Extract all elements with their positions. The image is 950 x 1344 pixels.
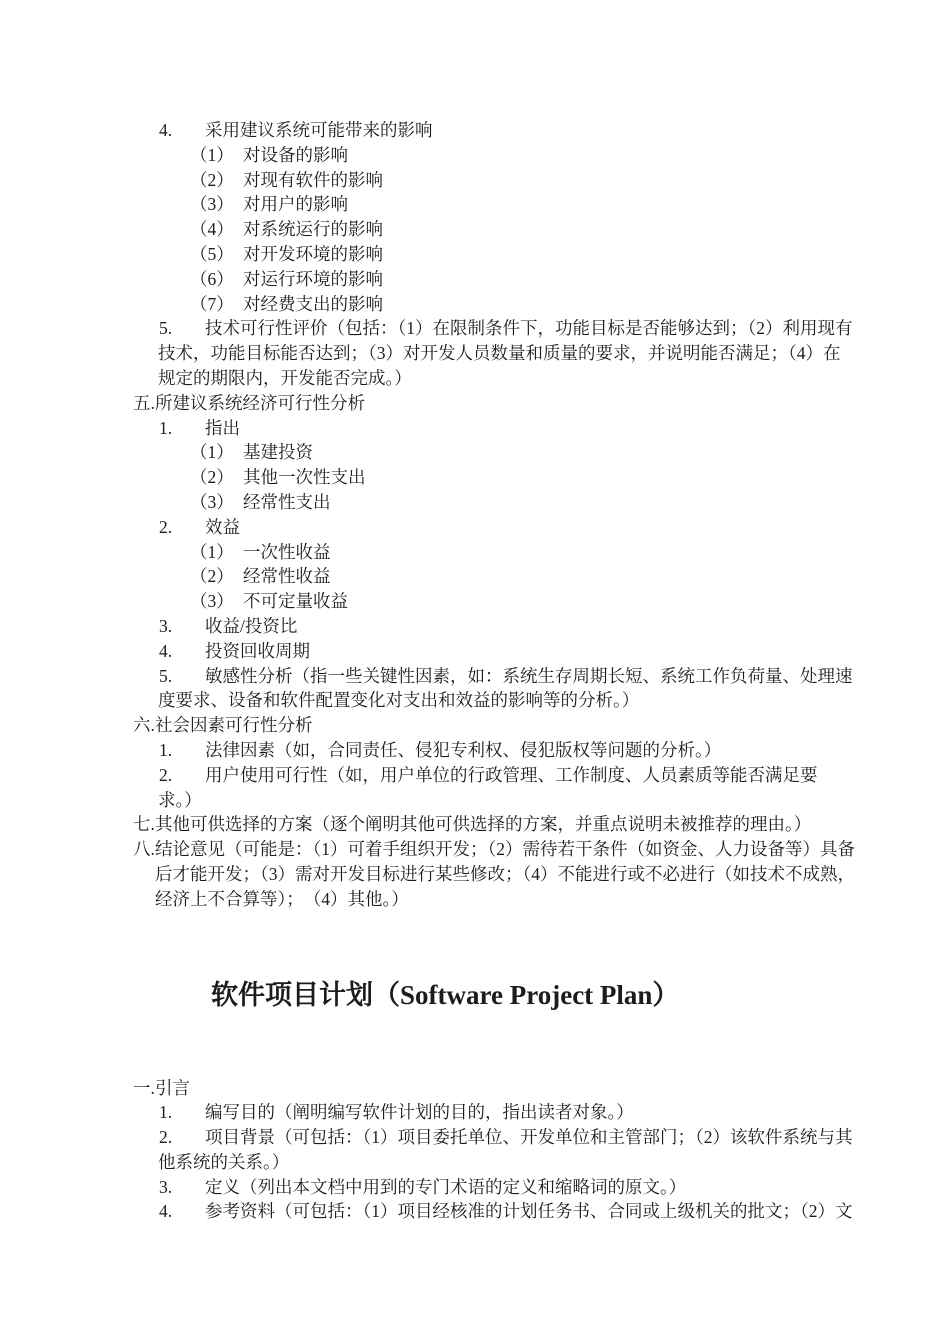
line-text: 社会因素可行性分析 [155,715,313,736]
document-line [0,515,950,540]
list-marker: 4. [159,1201,173,1222]
document-line [0,168,950,193]
line-text: 收益/投资比 [205,615,298,636]
document-line [0,862,950,887]
line-text: 基建投资 [243,442,313,463]
list-marker: （7） [190,293,234,314]
document-line [0,316,950,341]
line-text: 一次性收益 [243,541,331,562]
document-line [0,192,950,217]
line-text: 采用建议系统可能带来的影响 [205,120,433,140]
list-marker: （1） [190,144,234,165]
document-line [0,887,950,912]
line-text: 用户使用可行性（如，用户单位的行政管理、工作制度、人员素质等能否满足要 [205,764,818,785]
list-marker: 七. [133,814,155,835]
document-line [0,440,950,465]
document-line [0,391,950,416]
line-text: 对开发环境的影响 [243,243,383,264]
document-line [0,713,950,738]
list-marker: 1. [159,739,173,760]
line-text: 其他一次性支出 [243,467,366,488]
document-line [0,788,950,813]
list-marker: 五. [133,392,155,413]
list-marker: 六. [133,715,155,736]
document-line [0,688,950,713]
list-marker: 3. [159,615,173,636]
document-line [0,837,950,862]
list-marker: （2） [190,169,234,190]
list-marker: （3） [190,491,234,512]
line-text: 经常性支出 [243,491,331,512]
document-line [0,242,950,267]
document-line [0,1150,950,1175]
list-marker: （1） [190,541,234,562]
list-marker: （6） [190,268,234,289]
line-text: 求。） [158,789,202,810]
line-text: 他系统的关系。） [158,1151,290,1172]
line-text: 后才能开发；（3）需对开发目标进行某些修改；（4）不能进行或不必进行（如技术不成熟， [155,863,855,884]
list-marker: 2. [159,1127,173,1148]
list-marker: 1. [159,1102,173,1123]
document-line [0,664,950,689]
document-line [0,465,950,490]
line-text: 结论意见（可能是：（1）可着手组织开发；（2）需待若干条件（如资金、人力设备等）具备 [155,839,855,860]
project-plan-outline [0,1076,950,1225]
line-text: 度要求、设备和软件配置变化对支出和效益的影响等的分析。） [158,690,640,711]
list-marker: （3） [190,194,234,215]
line-text: 法律因素（如，合同责任、侵犯专利权、侵犯版权等问题的分析。） [205,739,722,760]
line-text: 经常性收益 [243,566,331,587]
document-line [0,1100,950,1125]
line-text: 编写目的（阐明编写软件计划的目的，指出读者对象。） [205,1102,634,1123]
section-title: 软件项目计划（Software Project Plan） [211,979,680,1010]
document-line [0,540,950,565]
document-line [0,1175,950,1200]
document-line [0,1076,950,1101]
document-line [0,292,950,317]
line-text: 对运行环境的影响 [243,268,383,289]
document-line [0,589,950,614]
line-text: 定义（列出本文档中用到的专门术语的定义和缩略词的原文。） [205,1176,687,1197]
feasibility-report-outline [0,118,950,912]
line-text: 不可定量收益 [243,591,348,612]
document-line [0,267,950,292]
line-text: 参考资料（可包括：（1）项目经核准的计划任务书、合同或上级机关的批文；（2）文 [205,1201,853,1222]
list-marker: 5. [159,318,173,339]
line-text: 技术可行性评价（包括：（1）在限制条件下，功能目标是否能够达到；（2）利用现有 [205,318,853,339]
list-marker: 一. [133,1077,155,1098]
list-marker: 八. [133,839,155,860]
document-line [0,341,950,366]
list-marker: （2） [190,467,234,488]
list-marker: 3. [159,1176,173,1197]
document-line [0,1199,950,1224]
document-line [0,490,950,515]
line-text: 项目背景（可包括：（1）项目委托单位、开发单位和主管部门；（2）该软件系统与其 [205,1127,853,1148]
list-marker: 1. [159,417,173,438]
list-marker: 4. [159,640,173,661]
line-text: 对现有软件的影响 [243,169,383,190]
line-text: 敏感性分析（指一些关键性因素，如：系统生存周期长短、系统工作负荷量、处理速 [205,665,853,686]
list-marker: （4） [190,219,234,240]
line-text: 对用户的影响 [243,194,348,215]
list-marker: （2） [190,566,234,587]
list-marker: 5. [159,665,173,686]
document-line [0,416,950,441]
line-text: 指出 [205,417,240,438]
line-text: 对经费支出的影响 [243,293,383,314]
document-line [0,812,950,837]
document-line [0,118,950,143]
document-line [0,738,950,763]
document-line [0,564,950,589]
line-text: 投资回收周期 [205,640,310,661]
document-line [0,763,950,788]
list-marker: 2. [159,764,173,785]
line-text: 技术，功能目标能否达到；（3）对开发人员数量和质量的要求，并说明能否满足；（4）在 [158,343,841,364]
list-marker: 4. [159,120,173,140]
list-marker: （3） [190,591,234,612]
list-marker: （1） [190,442,234,463]
line-text: 对设备的影响 [243,144,348,165]
line-text: 对系统运行的影响 [243,219,383,240]
document-line [0,614,950,639]
line-text: 规定的期限内，开发能否完成。） [158,367,412,388]
line-text: 所建议系统经济可行性分析 [155,392,365,413]
line-text: 引言 [155,1077,190,1098]
line-text: 效益 [205,516,240,537]
list-marker: 2. [159,516,173,537]
document-line [0,366,950,391]
list-marker: （5） [190,243,234,264]
document-line [0,217,950,242]
document-line [0,1125,950,1150]
document-line [0,639,950,664]
line-text: 其他可供选择的方案（逐个阐明其他可供选择的方案，并重点说明未被推荐的理由。） [155,814,812,835]
document-line [0,143,950,168]
line-text: 经济上不合算等）； （4）其他。） [155,888,409,909]
